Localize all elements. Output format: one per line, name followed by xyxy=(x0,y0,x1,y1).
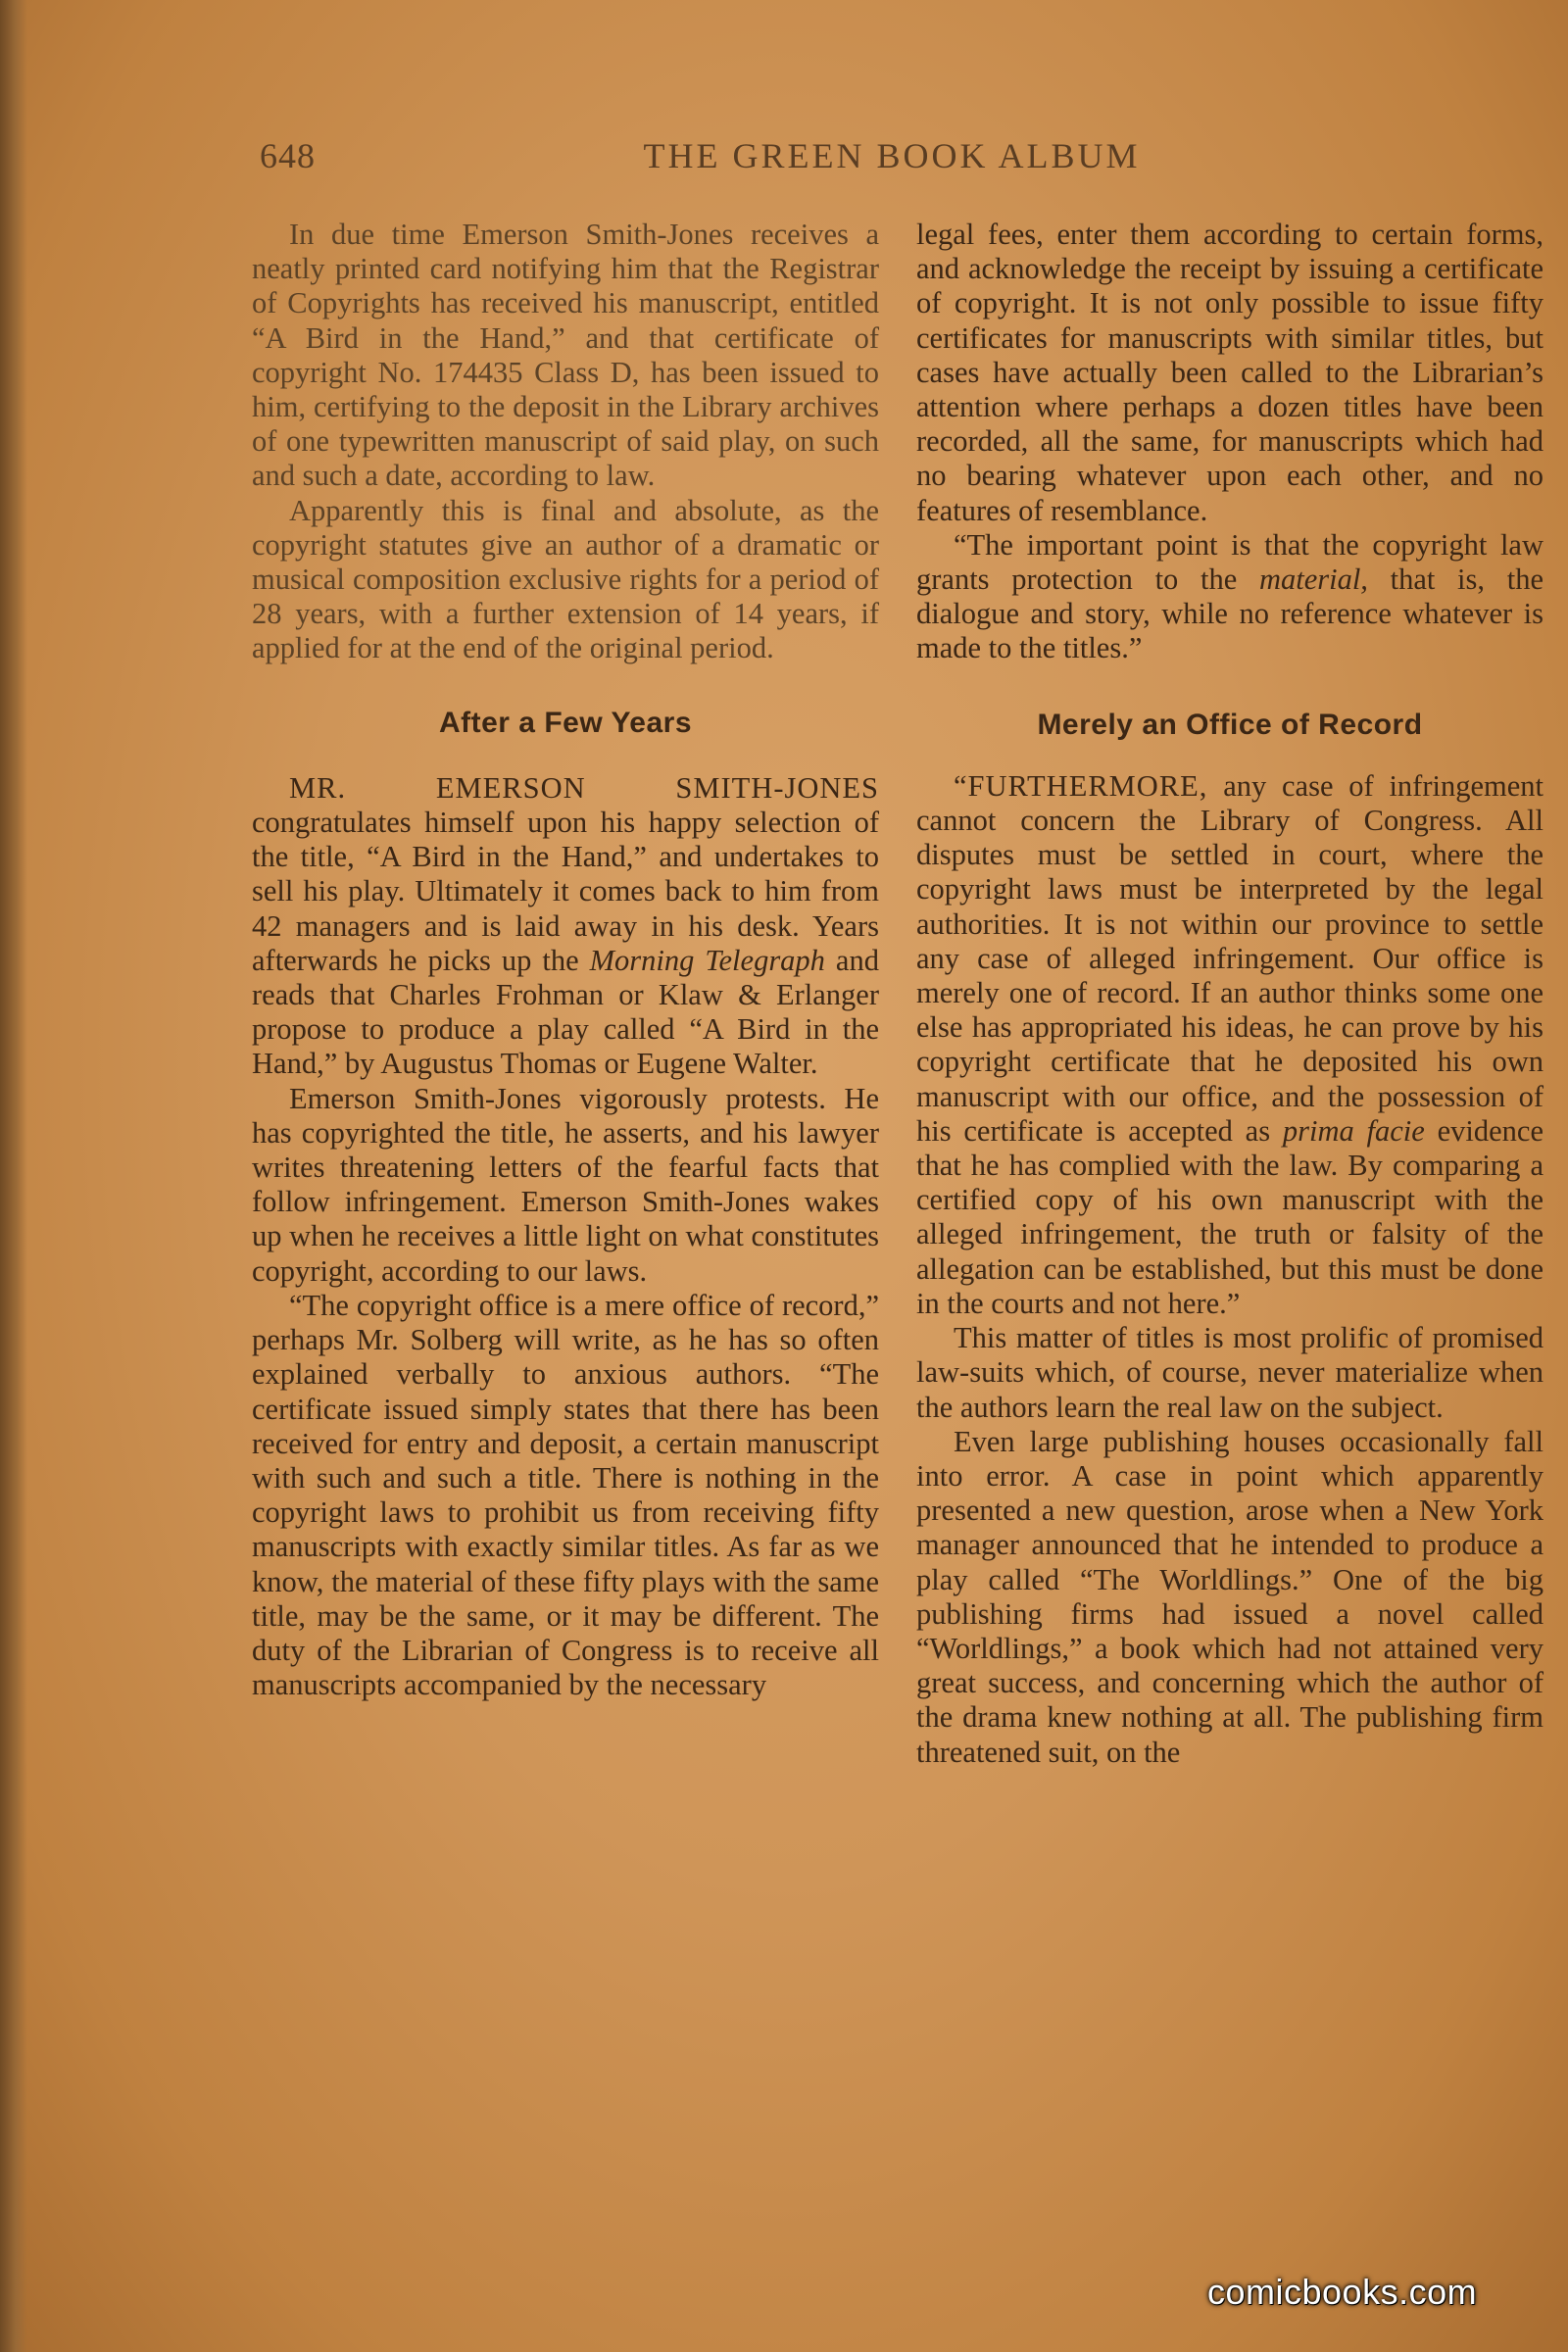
paragraph: “The copyright office is a mere office of record,” perhaps Mr. Solberg will write, as he has so often explained verbally to anxious authors. “The certificate issued simply states that there has been received for entry and deposit, a certain manuscript with such and such a title. There is nothing in the copyright laws to prohibit us from receiving fifty manuscripts with exactly similar titles. As far as we know, the material of these fifty plays with the same title, may be the same, or it may be different. The duty of the Librarian of Congress is to receive all manuscripts accompanied by the necessary xyxy=(252,1288,879,1702)
left-column xyxy=(252,218,879,1702)
section-heading: Merely an Office of Record xyxy=(1037,708,1423,741)
text-run: and reads that Charles Frohman or Klaw & Erlanger propose to produce a play called “A Bird in the Hand,” by Augustus Thomas or Eugene Walter. xyxy=(252,943,879,1081)
italic-text: material, xyxy=(1258,563,1368,597)
page-header xyxy=(260,135,1524,184)
text-run: “The important point is that the copyright law grants protection to the xyxy=(916,527,1544,597)
section-heading: After a Few Years xyxy=(438,706,693,739)
paragraph: Apparently this is final and absolute, as the copyright statutes give an author of a dramatic or musical composition exclusive rights for a period of 28 years, with a further extension of 14 years, if applied for at the end of the original period. xyxy=(252,493,879,665)
watermark: comicbooks.com xyxy=(1207,2272,1478,2312)
italic-text: prima facie xyxy=(1282,1113,1425,1148)
paragraph xyxy=(252,771,879,1082)
paragraph: legal fees, enter them according to certain forms, and acknowledge the receipt by issuing a certificate of copyright. It is not only possible to issue fifty certificates for manuscripts with similar titles, but cases have actually been called to the Librarian’s attention where perhaps a dozen titles have been recorded, all the same, for manuscripts which had no bearing whatever upon each other, and no features of resemblance. xyxy=(916,218,1544,527)
text-run: any case of infringement cannot concern the Library of Congress. All disputes must be settled in court, where the copyright laws must be interpreted by the legal authorities. It is not within our province to settle any case of alleged infringement. Our office is merely one of record. If an author thinks some one else has appropriated his ideas, he can prove by his copyright certificate that he deposited his own manuscript with our office, and the possession of his certificate is accepted as xyxy=(916,768,1544,1148)
paragraph: This matter of titles is most prolific of promised law-suits which, of course, never materialize when the authors learn the real law on the subject. xyxy=(916,1321,1544,1424)
text-run: that is, the dialogue and story, while no reference whatever is made to the titles.” xyxy=(916,563,1544,665)
paragraph: In due time Emerson Smith-Jones receives a neatly printed card notifying him that the Registrar of Copyrights has received his manuscript, entitled “A Bird in the Hand,” and that certificate of copyright No. 174435 Class D, has been issued to him, certifying to the deposit in the Library archives of one typewritten manuscript of said play, on such and such a date, according to law. xyxy=(252,218,879,493)
paragraph xyxy=(916,528,1544,666)
paragraph: Emerson Smith-Jones vigorously protests. He has copyrighted the title, he asserts, and his lawyer writes threatening letters of the fearful facts that follow infringement. Emerson Smith-Jones wakes up when he receives a little light on what constitutes copyright, according to our laws. xyxy=(252,1081,879,1288)
running-head: THE GREEN BOOK ALBUM xyxy=(643,136,1141,175)
page-number: 648 xyxy=(260,136,316,175)
lead-in: MR. EMERSON SMITH-JONES xyxy=(289,770,879,805)
right-column xyxy=(916,218,1544,1770)
paragraph: Even large publishing houses occasionally fall into error. A case in point which apparently presented a new question, arose when a New York manager announced that he intended to produce a play called “The Worldlings.” One of the big publishing firms had issued a novel called “Worldlings,” a book which had not attained very great success, and concerning which the author of the drama knew nothing at all. The publishing firm threatened suit, on the xyxy=(916,1424,1544,1769)
text-run: congratulates himself upon his happy selection of the title, “A Bird in the Hand,” and undertakes to sell his play. Ultimately it comes back to him from 42 managers and is laid away in his desk. Years afterwards he picks up the xyxy=(252,806,879,977)
lead-in: “FURTHERMORE, xyxy=(954,768,1208,803)
book-spine-shadow xyxy=(0,0,27,2352)
italic-text: Morning Telegraph xyxy=(589,943,825,977)
paragraph xyxy=(916,769,1544,1321)
text-run: evidence that he has complied with the law. By comparing a certified copy of his own manuscript with the alleged infringement, the truth or falsity of the allegation can be established, but this must be done in the courts and not here.” xyxy=(916,1113,1544,1320)
